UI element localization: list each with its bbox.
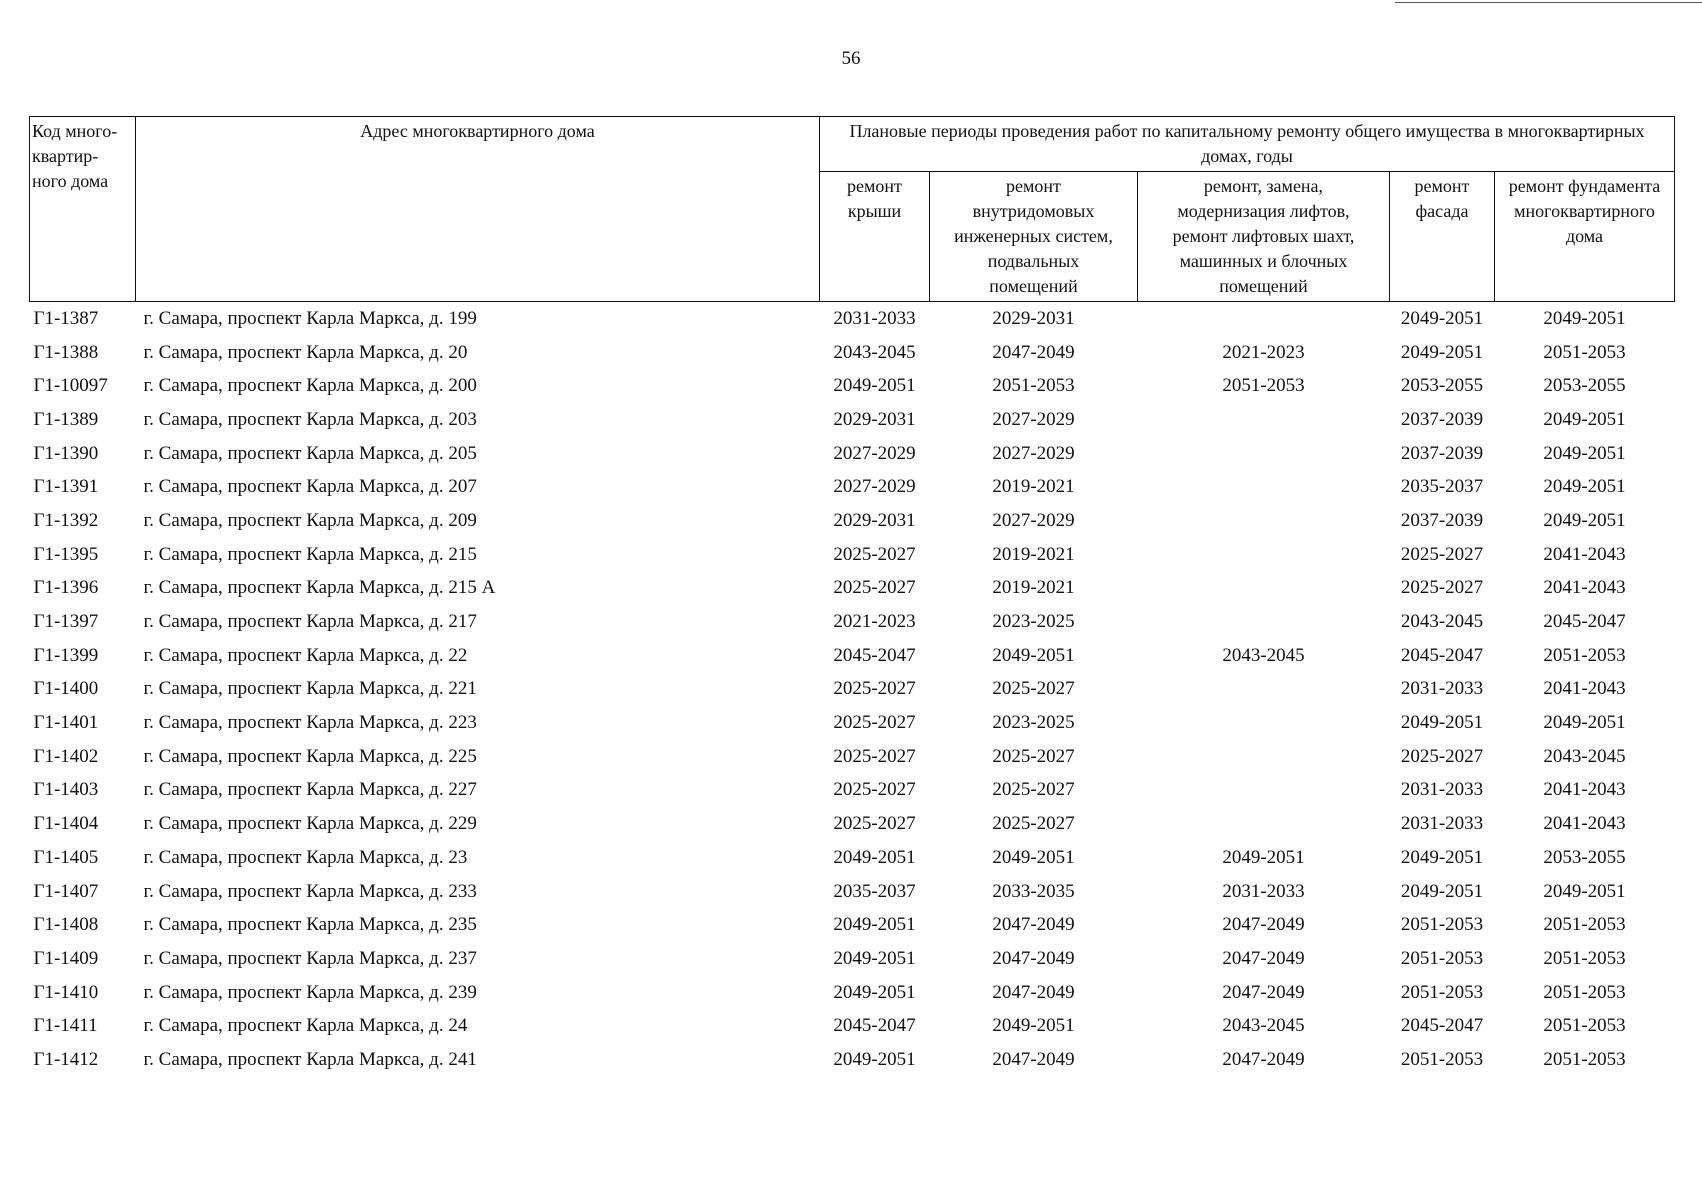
table-row bbox=[30, 369, 1675, 403]
header-elevators-line-2: модернизация лифтов, bbox=[1177, 201, 1350, 221]
cell-engineering: 2019-2021 bbox=[992, 577, 1075, 599]
table-row bbox=[30, 976, 1675, 1010]
header-roof-line-2: крыши bbox=[847, 201, 902, 221]
cell-address: г. Самара, проспект Карла Маркса, д. 223 bbox=[143, 712, 477, 734]
cell-foundation: 2049-2051 bbox=[1543, 307, 1626, 329]
cell-elevators: 2047-2049 bbox=[1222, 1048, 1305, 1070]
table-row bbox=[30, 841, 1675, 875]
cell-foundation: 2051-2053 bbox=[1543, 1048, 1626, 1070]
cell-code: Г1-1389 bbox=[33, 408, 99, 430]
cell-foundation: 2049-2051 bbox=[1543, 880, 1626, 902]
table-row bbox=[30, 403, 1675, 437]
cell-foundation: 2053-2055 bbox=[1543, 375, 1626, 397]
cell-facade: 2037-2039 bbox=[1400, 442, 1484, 464]
cell-elevators: 2043-2045 bbox=[1222, 644, 1305, 666]
cell-elevators bbox=[1138, 538, 1390, 572]
cell-elevators bbox=[1138, 504, 1390, 538]
cell-facade: 2045-2047 bbox=[1400, 644, 1484, 666]
cell-foundation: 2041-2043 bbox=[1543, 813, 1626, 835]
cell-elevators: 2043-2045 bbox=[1222, 1015, 1305, 1037]
cell-code: Г1-10097 bbox=[33, 375, 108, 397]
table-row bbox=[30, 639, 1675, 673]
cell-elevators bbox=[1138, 403, 1390, 437]
cell-address: г. Самара, проспект Карла Маркса, д. 241 bbox=[143, 1048, 477, 1070]
cell-elevators: 2021-2023 bbox=[1222, 341, 1305, 363]
cell-foundation: 2051-2053 bbox=[1543, 1015, 1626, 1037]
cell-facade: 2031-2033 bbox=[1400, 678, 1484, 700]
cell-address: г. Самара, проспект Карла Маркса, д. 209 bbox=[143, 509, 477, 531]
table-row bbox=[30, 706, 1675, 740]
cell-facade: 2051-2053 bbox=[1400, 947, 1484, 969]
cell-code: Г1-1390 bbox=[33, 442, 99, 464]
header-engineering-line-1: ремонт bbox=[1006, 176, 1061, 196]
cell-foundation: 2049-2051 bbox=[1543, 408, 1626, 430]
cell-code: Г1-1408 bbox=[33, 914, 99, 936]
cell-facade: 2025-2027 bbox=[1400, 577, 1484, 599]
table-row bbox=[30, 302, 1675, 336]
cell-code: Г1-1404 bbox=[33, 813, 99, 835]
cell-code: Г1-1411 bbox=[33, 1015, 98, 1037]
cell-foundation: 2051-2053 bbox=[1543, 914, 1626, 936]
cell-elevators: 2049-2051 bbox=[1222, 846, 1305, 868]
cell-facade: 2037-2039 bbox=[1400, 408, 1484, 430]
cell-foundation: 2051-2053 bbox=[1543, 341, 1626, 363]
cell-elevators: 2047-2049 bbox=[1222, 981, 1305, 1003]
table-row bbox=[30, 572, 1675, 606]
table-row bbox=[30, 1009, 1675, 1043]
cell-facade: 2049-2051 bbox=[1400, 846, 1484, 868]
table-row bbox=[30, 504, 1675, 538]
cell-address: г. Самара, проспект Карла Маркса, д. 225 bbox=[143, 745, 477, 767]
table-header bbox=[30, 117, 1675, 302]
cell-facade: 2031-2033 bbox=[1400, 779, 1484, 801]
cell-code: Г1-1403 bbox=[33, 779, 99, 801]
header-code bbox=[30, 117, 136, 302]
table-row bbox=[30, 437, 1675, 471]
cell-engineering: 2047-2049 bbox=[992, 947, 1075, 969]
header-engineering-line-3: инженерных систем, bbox=[954, 226, 1113, 246]
cell-foundation: 2041-2043 bbox=[1543, 543, 1626, 565]
header-elevators-line-1: ремонт, замена, bbox=[1203, 176, 1324, 196]
cell-foundation: 2051-2053 bbox=[1543, 644, 1626, 666]
cell-roof: 2025-2027 bbox=[833, 813, 916, 835]
cell-engineering: 2025-2027 bbox=[992, 813, 1075, 835]
cell-engineering: 2047-2049 bbox=[992, 1048, 1075, 1070]
cell-code: Г1-1396 bbox=[33, 577, 99, 599]
cell-foundation: 2045-2047 bbox=[1543, 611, 1626, 633]
table-row bbox=[30, 740, 1675, 774]
cell-roof: 2049-2051 bbox=[833, 375, 916, 397]
cell-address: г. Самара, проспект Карла Маркса, д. 200 bbox=[143, 375, 477, 397]
cell-facade: 2051-2053 bbox=[1400, 914, 1484, 936]
cell-code: Г1-1399 bbox=[33, 644, 99, 666]
cell-foundation: 2049-2051 bbox=[1543, 442, 1626, 464]
cell-elevators bbox=[1138, 706, 1390, 740]
cell-elevators: 2047-2049 bbox=[1222, 914, 1305, 936]
cell-engineering: 2029-2031 bbox=[992, 307, 1075, 329]
cell-facade: 2037-2039 bbox=[1400, 509, 1484, 531]
cell-roof: 2025-2027 bbox=[833, 678, 916, 700]
cell-address: г. Самара, проспект Карла Маркса, д. 23 bbox=[143, 846, 468, 868]
table-row bbox=[30, 908, 1675, 942]
cell-address: г. Самара, проспект Карла Маркса, д. 239 bbox=[143, 981, 477, 1003]
cell-address: г. Самара, проспект Карла Маркса, д. 207 bbox=[143, 476, 477, 498]
cell-code: Г1-1407 bbox=[33, 880, 99, 902]
cell-address: г. Самара, проспект Карла Маркса, д. 205 bbox=[143, 442, 477, 464]
cell-elevators bbox=[1138, 774, 1390, 808]
cell-address: г. Самара, проспект Карла Маркса, д. 203 bbox=[143, 408, 477, 430]
cell-roof: 2045-2047 bbox=[833, 1015, 916, 1037]
cell-foundation: 2041-2043 bbox=[1543, 678, 1626, 700]
header-elevators-line-3: ремонт лифтовых шахт, bbox=[1172, 226, 1355, 246]
cell-engineering: 2047-2049 bbox=[992, 981, 1075, 1003]
cell-address: г. Самара, проспект Карла Маркса, д. 217 bbox=[143, 611, 477, 633]
cell-address: г. Самара, проспект Карла Маркса, д. 235 bbox=[143, 914, 477, 936]
cell-engineering: 2025-2027 bbox=[992, 745, 1075, 767]
cell-elevators: 2051-2053 bbox=[1222, 375, 1305, 397]
cell-roof: 2025-2027 bbox=[833, 712, 916, 734]
cell-roof: 2025-2027 bbox=[833, 543, 916, 565]
cell-elevators bbox=[1138, 605, 1390, 639]
cell-roof: 2049-2051 bbox=[833, 914, 916, 936]
cell-code: Г1-1405 bbox=[33, 846, 99, 868]
cell-code: Г1-1409 bbox=[33, 947, 99, 969]
cell-facade: 2043-2045 bbox=[1400, 611, 1484, 633]
cell-roof: 2029-2031 bbox=[833, 408, 916, 430]
cell-address: г. Самара, проспект Карла Маркса, д. 221 bbox=[143, 678, 477, 700]
cell-facade: 2049-2051 bbox=[1400, 880, 1484, 902]
cell-address: г. Самара, проспект Карла Маркса, д. 199 bbox=[143, 307, 477, 329]
header-engineering-line-2: внутридомовых bbox=[972, 201, 1095, 221]
cell-engineering: 2019-2021 bbox=[992, 476, 1075, 498]
cell-code: Г1-1400 bbox=[33, 678, 99, 700]
header-elevators-line-4: машинных и блочных bbox=[1179, 251, 1348, 271]
cell-address: г. Самара, проспект Карла Маркса, д. 215 bbox=[143, 543, 477, 565]
table-row bbox=[30, 1043, 1675, 1077]
cell-roof: 2025-2027 bbox=[833, 745, 916, 767]
header-engineering-line-4: подвальных bbox=[987, 251, 1080, 271]
table-row bbox=[30, 673, 1675, 707]
cell-facade: 2045-2047 bbox=[1400, 1015, 1484, 1037]
cell-engineering: 2027-2029 bbox=[992, 509, 1075, 531]
cell-engineering: 2049-2051 bbox=[992, 846, 1075, 868]
cell-code: Г1-1392 bbox=[33, 509, 99, 531]
header-elevators bbox=[1138, 172, 1390, 302]
cell-engineering: 2023-2025 bbox=[992, 712, 1075, 734]
header-address: Адрес многоквартирного дома bbox=[136, 117, 820, 302]
cell-code: Г1-1412 bbox=[33, 1048, 99, 1070]
cell-facade: 2035-2037 bbox=[1400, 476, 1484, 498]
cell-roof: 2035-2037 bbox=[833, 880, 916, 902]
cell-code: Г1-1395 bbox=[33, 543, 99, 565]
table-row bbox=[30, 470, 1675, 504]
cell-facade: 2049-2051 bbox=[1400, 341, 1484, 363]
cell-engineering: 2033-2035 bbox=[992, 880, 1075, 902]
table-body bbox=[30, 302, 1675, 1077]
cell-code: Г1-1388 bbox=[33, 341, 99, 363]
cell-address: г. Самара, проспект Карла Маркса, д. 24 bbox=[143, 1015, 468, 1037]
cell-address: г. Самара, проспект Карла Маркса, д. 20 bbox=[143, 341, 468, 363]
header-facade-line-2: фасада bbox=[1415, 201, 1469, 221]
cell-code: Г1-1410 bbox=[33, 981, 99, 1003]
header-engineering bbox=[930, 172, 1138, 302]
cell-engineering: 2025-2027 bbox=[992, 678, 1075, 700]
cell-code: Г1-1402 bbox=[33, 745, 99, 767]
table-row bbox=[30, 807, 1675, 841]
cell-address: г. Самара, проспект Карла Маркса, д. 233 bbox=[143, 880, 477, 902]
cell-elevators bbox=[1138, 470, 1390, 504]
cell-roof: 2031-2033 bbox=[833, 307, 916, 329]
cell-engineering: 2027-2029 bbox=[992, 442, 1075, 464]
table-row bbox=[30, 538, 1675, 572]
cell-engineering: 2049-2051 bbox=[992, 1015, 1075, 1037]
cell-facade: 2049-2051 bbox=[1400, 712, 1484, 734]
cell-engineering: 2047-2049 bbox=[992, 914, 1075, 936]
header-group-periods: Плановые периоды проведения работ по капитальному ремонту общего имущества в многоквартирных домах, годы bbox=[820, 117, 1675, 172]
capital-repair-table bbox=[29, 116, 1675, 1077]
cell-address: г. Самара, проспект Карла Маркса, д. 227 bbox=[143, 779, 477, 801]
cell-foundation: 2051-2053 bbox=[1543, 947, 1626, 969]
cell-elevators bbox=[1138, 302, 1390, 336]
cell-address: г. Самара, проспект Карла Маркса, д. 237 bbox=[143, 947, 477, 969]
page-number: 56 bbox=[841, 48, 861, 69]
cell-facade: 2031-2033 bbox=[1400, 813, 1484, 835]
cell-engineering: 2051-2053 bbox=[992, 375, 1075, 397]
header-elevators-line-5: помещений bbox=[1219, 276, 1308, 296]
cell-engineering: 2019-2021 bbox=[992, 543, 1075, 565]
header-foundation-line-1: ремонт фундамента bbox=[1508, 176, 1661, 196]
cell-foundation: 2051-2053 bbox=[1543, 981, 1626, 1003]
cell-elevators bbox=[1138, 437, 1390, 471]
cell-address: г. Самара, проспект Карла Маркса, д. 229 bbox=[143, 813, 477, 835]
cell-foundation: 2053-2055 bbox=[1543, 846, 1626, 868]
header-facade-line-1: ремонт bbox=[1414, 176, 1470, 196]
header-engineering-line-5: помещений bbox=[989, 276, 1078, 296]
cell-roof: 2045-2047 bbox=[833, 644, 916, 666]
cell-engineering: 2025-2027 bbox=[992, 779, 1075, 801]
cell-engineering: 2049-2051 bbox=[992, 644, 1075, 666]
cell-elevators bbox=[1138, 673, 1390, 707]
cell-address: г. Самара, проспект Карла Маркса, д. 215 А bbox=[143, 577, 496, 599]
cell-foundation: 2049-2051 bbox=[1543, 476, 1626, 498]
cell-code: Г1-1397 bbox=[33, 611, 99, 633]
cell-roof: 2027-2029 bbox=[833, 442, 916, 464]
cell-elevators: 2031-2033 bbox=[1222, 880, 1305, 902]
cell-elevators: 2047-2049 bbox=[1222, 947, 1305, 969]
table-row bbox=[30, 605, 1675, 639]
cell-roof: 2027-2029 bbox=[833, 476, 916, 498]
cell-facade: 2049-2051 bbox=[1400, 307, 1484, 329]
cell-engineering: 2027-2029 bbox=[992, 408, 1075, 430]
table-row bbox=[30, 336, 1675, 370]
cell-roof: 2049-2051 bbox=[833, 1048, 916, 1070]
header-code-line-1: Код много- bbox=[32, 121, 118, 141]
cell-foundation: 2049-2051 bbox=[1543, 509, 1626, 531]
top-edge-rule bbox=[1395, 2, 1702, 3]
cell-foundation: 2049-2051 bbox=[1543, 712, 1626, 734]
cell-engineering: 2047-2049 bbox=[992, 341, 1075, 363]
cell-roof: 2043-2045 bbox=[833, 341, 916, 363]
cell-facade: 2051-2053 bbox=[1400, 1048, 1484, 1070]
cell-elevators bbox=[1138, 740, 1390, 774]
header-foundation bbox=[1495, 172, 1675, 302]
cell-roof: 2049-2051 bbox=[833, 947, 916, 969]
cell-engineering: 2023-2025 bbox=[992, 611, 1075, 633]
header-foundation-line-2: многоквартирного bbox=[1514, 201, 1655, 221]
header-roof-line-1: ремонт bbox=[847, 176, 902, 196]
cell-code: Г1-1401 bbox=[33, 712, 99, 734]
cell-elevators bbox=[1138, 807, 1390, 841]
cell-code: Г1-1387 bbox=[33, 307, 99, 329]
table-row bbox=[30, 875, 1675, 909]
cell-roof: 2029-2031 bbox=[833, 509, 916, 531]
cell-roof: 2021-2023 bbox=[833, 611, 916, 633]
cell-roof: 2025-2027 bbox=[833, 779, 916, 801]
table-row bbox=[30, 774, 1675, 808]
cell-elevators bbox=[1138, 572, 1390, 606]
header-facade bbox=[1390, 172, 1495, 302]
cell-facade: 2025-2027 bbox=[1400, 745, 1484, 767]
cell-code: Г1-1391 bbox=[33, 476, 99, 498]
cell-roof: 2025-2027 bbox=[833, 577, 916, 599]
cell-foundation: 2041-2043 bbox=[1543, 577, 1626, 599]
header-roof bbox=[820, 172, 930, 302]
cell-facade: 2025-2027 bbox=[1400, 543, 1484, 565]
header-code-line-3: ного дома bbox=[32, 171, 109, 191]
header-foundation-line-3: дома bbox=[1565, 226, 1604, 246]
cell-roof: 2049-2051 bbox=[833, 846, 916, 868]
cell-facade: 2051-2053 bbox=[1400, 981, 1484, 1003]
cell-foundation: 2041-2043 bbox=[1543, 779, 1626, 801]
cell-address: г. Самара, проспект Карла Маркса, д. 22 bbox=[143, 644, 468, 666]
table-row bbox=[30, 942, 1675, 976]
cell-roof: 2049-2051 bbox=[833, 981, 916, 1003]
cell-foundation: 2043-2045 bbox=[1543, 745, 1626, 767]
cell-facade: 2053-2055 bbox=[1400, 375, 1484, 397]
header-code-line-2: квартир- bbox=[32, 146, 99, 166]
